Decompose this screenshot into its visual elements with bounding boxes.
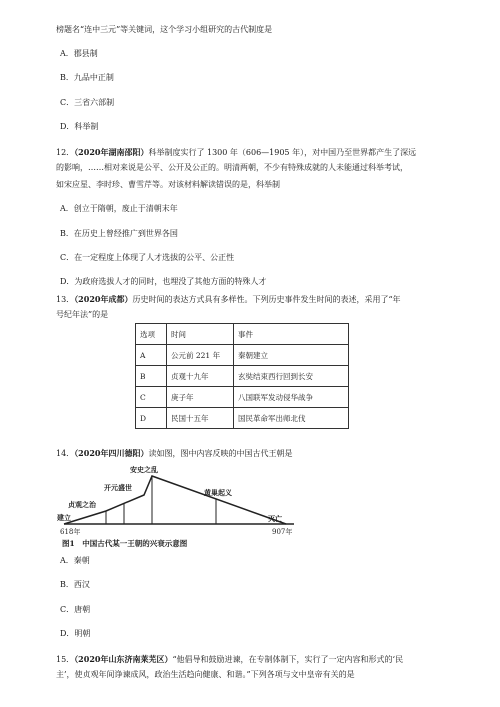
question-text: “他倡导和鼓励进谏，在专制体制下，实行了一定内容和形式的‘民	[172, 655, 404, 664]
label-start-year: 618年	[60, 528, 81, 536]
table-header: 时间	[167, 324, 234, 345]
question-text: 科举制度实行了 1300 年（606—1905 年），对中国乃至世界都产生了深远	[148, 148, 417, 157]
question-source: （2020年四川德阳）	[74, 448, 149, 458]
label-kaiyuan: 开元盛世	[104, 483, 132, 492]
dynasty-rise-fall-diagram	[54, 462, 304, 552]
q11-option-d: D．科举制	[60, 122, 99, 131]
table-cell: 庚子年	[167, 387, 234, 408]
q11-option-a: A．郡县制	[60, 49, 98, 58]
table-cell: 公元前 221 年	[167, 345, 234, 366]
table-cell: 贞观十九年	[167, 366, 234, 387]
table-row	[136, 366, 349, 387]
q14-option-c: C．唐朝	[60, 605, 91, 614]
question-source: （2020年成都）	[74, 294, 133, 304]
history-events-table	[135, 323, 349, 429]
question-15	[56, 653, 448, 666]
table-cell: 国民革命军出师北伐	[234, 408, 349, 429]
question-12	[56, 146, 448, 159]
table-row	[136, 408, 349, 429]
label-zhenguan: 贞观之治	[68, 500, 96, 509]
table-cell: 八国联军发动侵华战争	[234, 387, 349, 408]
question-13-line-2: 号纪年法”的是	[56, 310, 109, 319]
figure-caption: 图1 中国古代某一王朝的兴衰示意图	[62, 539, 188, 548]
question-15-line-2: 主’，使贞观年间诤谏成风，政治生活趋向健康、和谐。”下列各项与文中皇帝有关的是	[56, 670, 355, 679]
table-cell: 玄奘结束西行回到长安	[234, 366, 349, 387]
dynasty-diagram-svg	[54, 462, 304, 550]
q14-option-b: B．西汉	[60, 580, 90, 589]
question-13	[56, 293, 448, 306]
label-founding: 建立	[57, 513, 71, 522]
label-anshi: 安史之乱	[130, 465, 158, 474]
q12-option-d: D．为政府选拔人才的同时，也埋没了其他方面的特殊人才	[60, 277, 267, 286]
table-cell: B	[136, 366, 167, 387]
label-huangchao: 黄巢起义	[204, 488, 232, 497]
question-12-line-2: 的影响，……相对来说是公平、公开及公正的。明清两朝，不少有特殊成就的人未能通过科举考试，	[56, 163, 408, 172]
question-text: 读如图，图中内容反映的中国古代王朝是	[148, 449, 293, 458]
question-source: （2020年山东济南莱芜区）	[74, 654, 173, 664]
q12-option-b: B．在历史上曾经推广到世界各国	[60, 229, 178, 238]
question-12-line-3: 如宋应星、李时珍、曹雪芹等。对该材料解读错误的是，科举制	[56, 180, 280, 189]
q14-option-d: D．明朝	[60, 629, 91, 638]
q11-option-b: B．九品中正制	[60, 73, 114, 82]
table-header-row	[136, 324, 349, 345]
label-end-year: 907年	[272, 528, 293, 536]
table-header: 事件	[234, 324, 349, 345]
table-cell: C	[136, 387, 167, 408]
table-row	[136, 345, 349, 366]
q12-option-c: C．在一定程度上体现了人才选拔的公平、公正性	[60, 253, 235, 262]
question-number: 12．	[56, 148, 75, 157]
table-cell: 民国十五年	[167, 408, 234, 429]
rise-fall-curve	[64, 476, 286, 524]
label-fall: 灭亡	[268, 514, 282, 523]
question-number: 14．	[56, 449, 75, 458]
table-row	[136, 387, 349, 408]
q14-option-a: A．秦朝	[60, 556, 90, 565]
question-11-stem-tail: 榜题名“连中三元”等关键词，这个学习小组研究的古代制度是	[56, 25, 273, 34]
q11-option-c: C．三省六部制	[60, 98, 115, 107]
question-14	[56, 447, 448, 460]
table-cell: D	[136, 408, 167, 429]
question-source: （2020年湖南邵阳）	[74, 147, 149, 157]
question-number: 13．	[56, 295, 75, 304]
question-number: 15．	[56, 655, 75, 664]
q12-option-a: A．创立于隋朝，废止于清朝末年	[60, 204, 178, 213]
table-cell: 秦朝建立	[234, 345, 349, 366]
table-cell: A	[136, 345, 167, 366]
question-text: 历史时间的表达方式具有多样性。下列历史事件发生时间的表述，采用了“年	[132, 295, 401, 304]
table-header: 选项	[136, 324, 167, 345]
